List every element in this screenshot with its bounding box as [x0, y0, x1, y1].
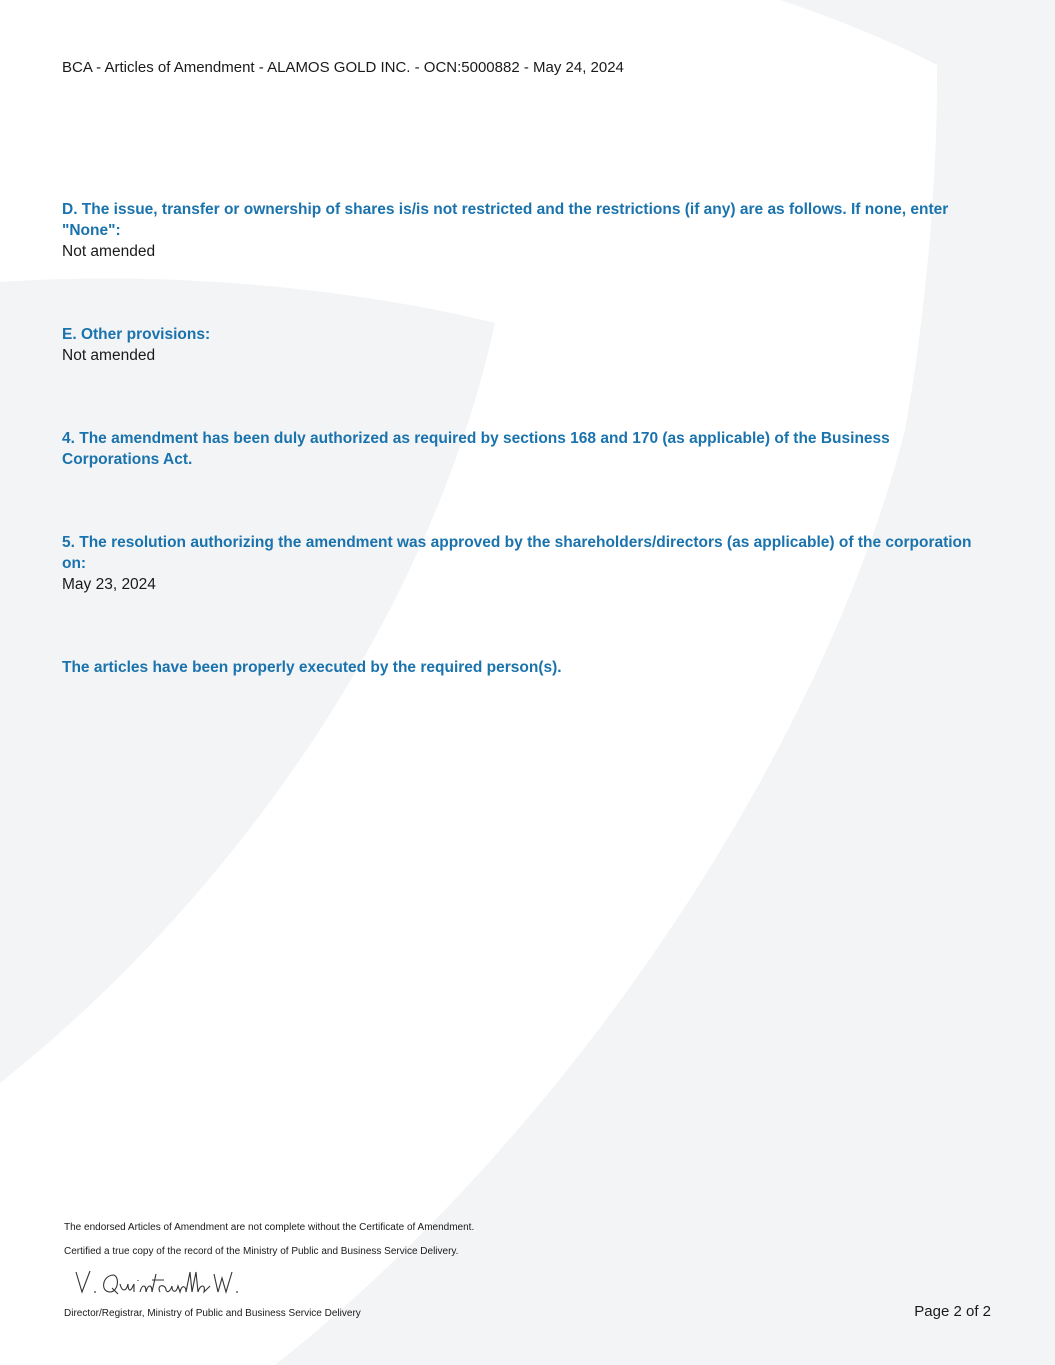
section-heading: 4. The amendment has been duly authorized as required by sections 168 and 170 (as applicable) of the Business Corporations Act. [62, 430, 890, 468]
section-authorization [62, 428, 922, 470]
section-share-restrictions [62, 199, 997, 262]
page-number: Page 2 of 2 [914, 1303, 991, 1320]
footer-note-certified: Certified a true copy of the record of the Ministry of Public and Business Service Delivery. [64, 1246, 459, 1257]
section-execution [62, 657, 997, 678]
section-heading: D. The issue, transfer or ownership of shares is/is not restricted and the restrictions (if any) are as follows. If none, enter "None": [62, 201, 949, 239]
section-answer: Not amended [62, 243, 156, 260]
document-header: BCA - Articles of Amendment - ALAMOS GOLD INC. - OCN:5000882 - May 24, 2024 [62, 59, 624, 76]
section-answer: Not amended [62, 347, 156, 364]
footer-note-certificate: The endorsed Articles of Amendment are not complete without the Certificate of Amendment. [64, 1222, 475, 1233]
section-answer: May 23, 2024 [62, 576, 156, 593]
section-heading: E. Other provisions: [62, 326, 211, 343]
section-resolution-date [62, 532, 997, 595]
section-heading: The articles have been properly executed by the required person(s). [62, 659, 562, 676]
signature-image [72, 1266, 252, 1300]
footer-signatory: Director/Registrar, Ministry of Public and Business Service Delivery [64, 1308, 361, 1319]
section-heading: 5. The resolution authorizing the amendment was approved by the shareholders/directors (as applicable) of the corporation on: [62, 534, 972, 572]
section-other-provisions [62, 324, 997, 366]
